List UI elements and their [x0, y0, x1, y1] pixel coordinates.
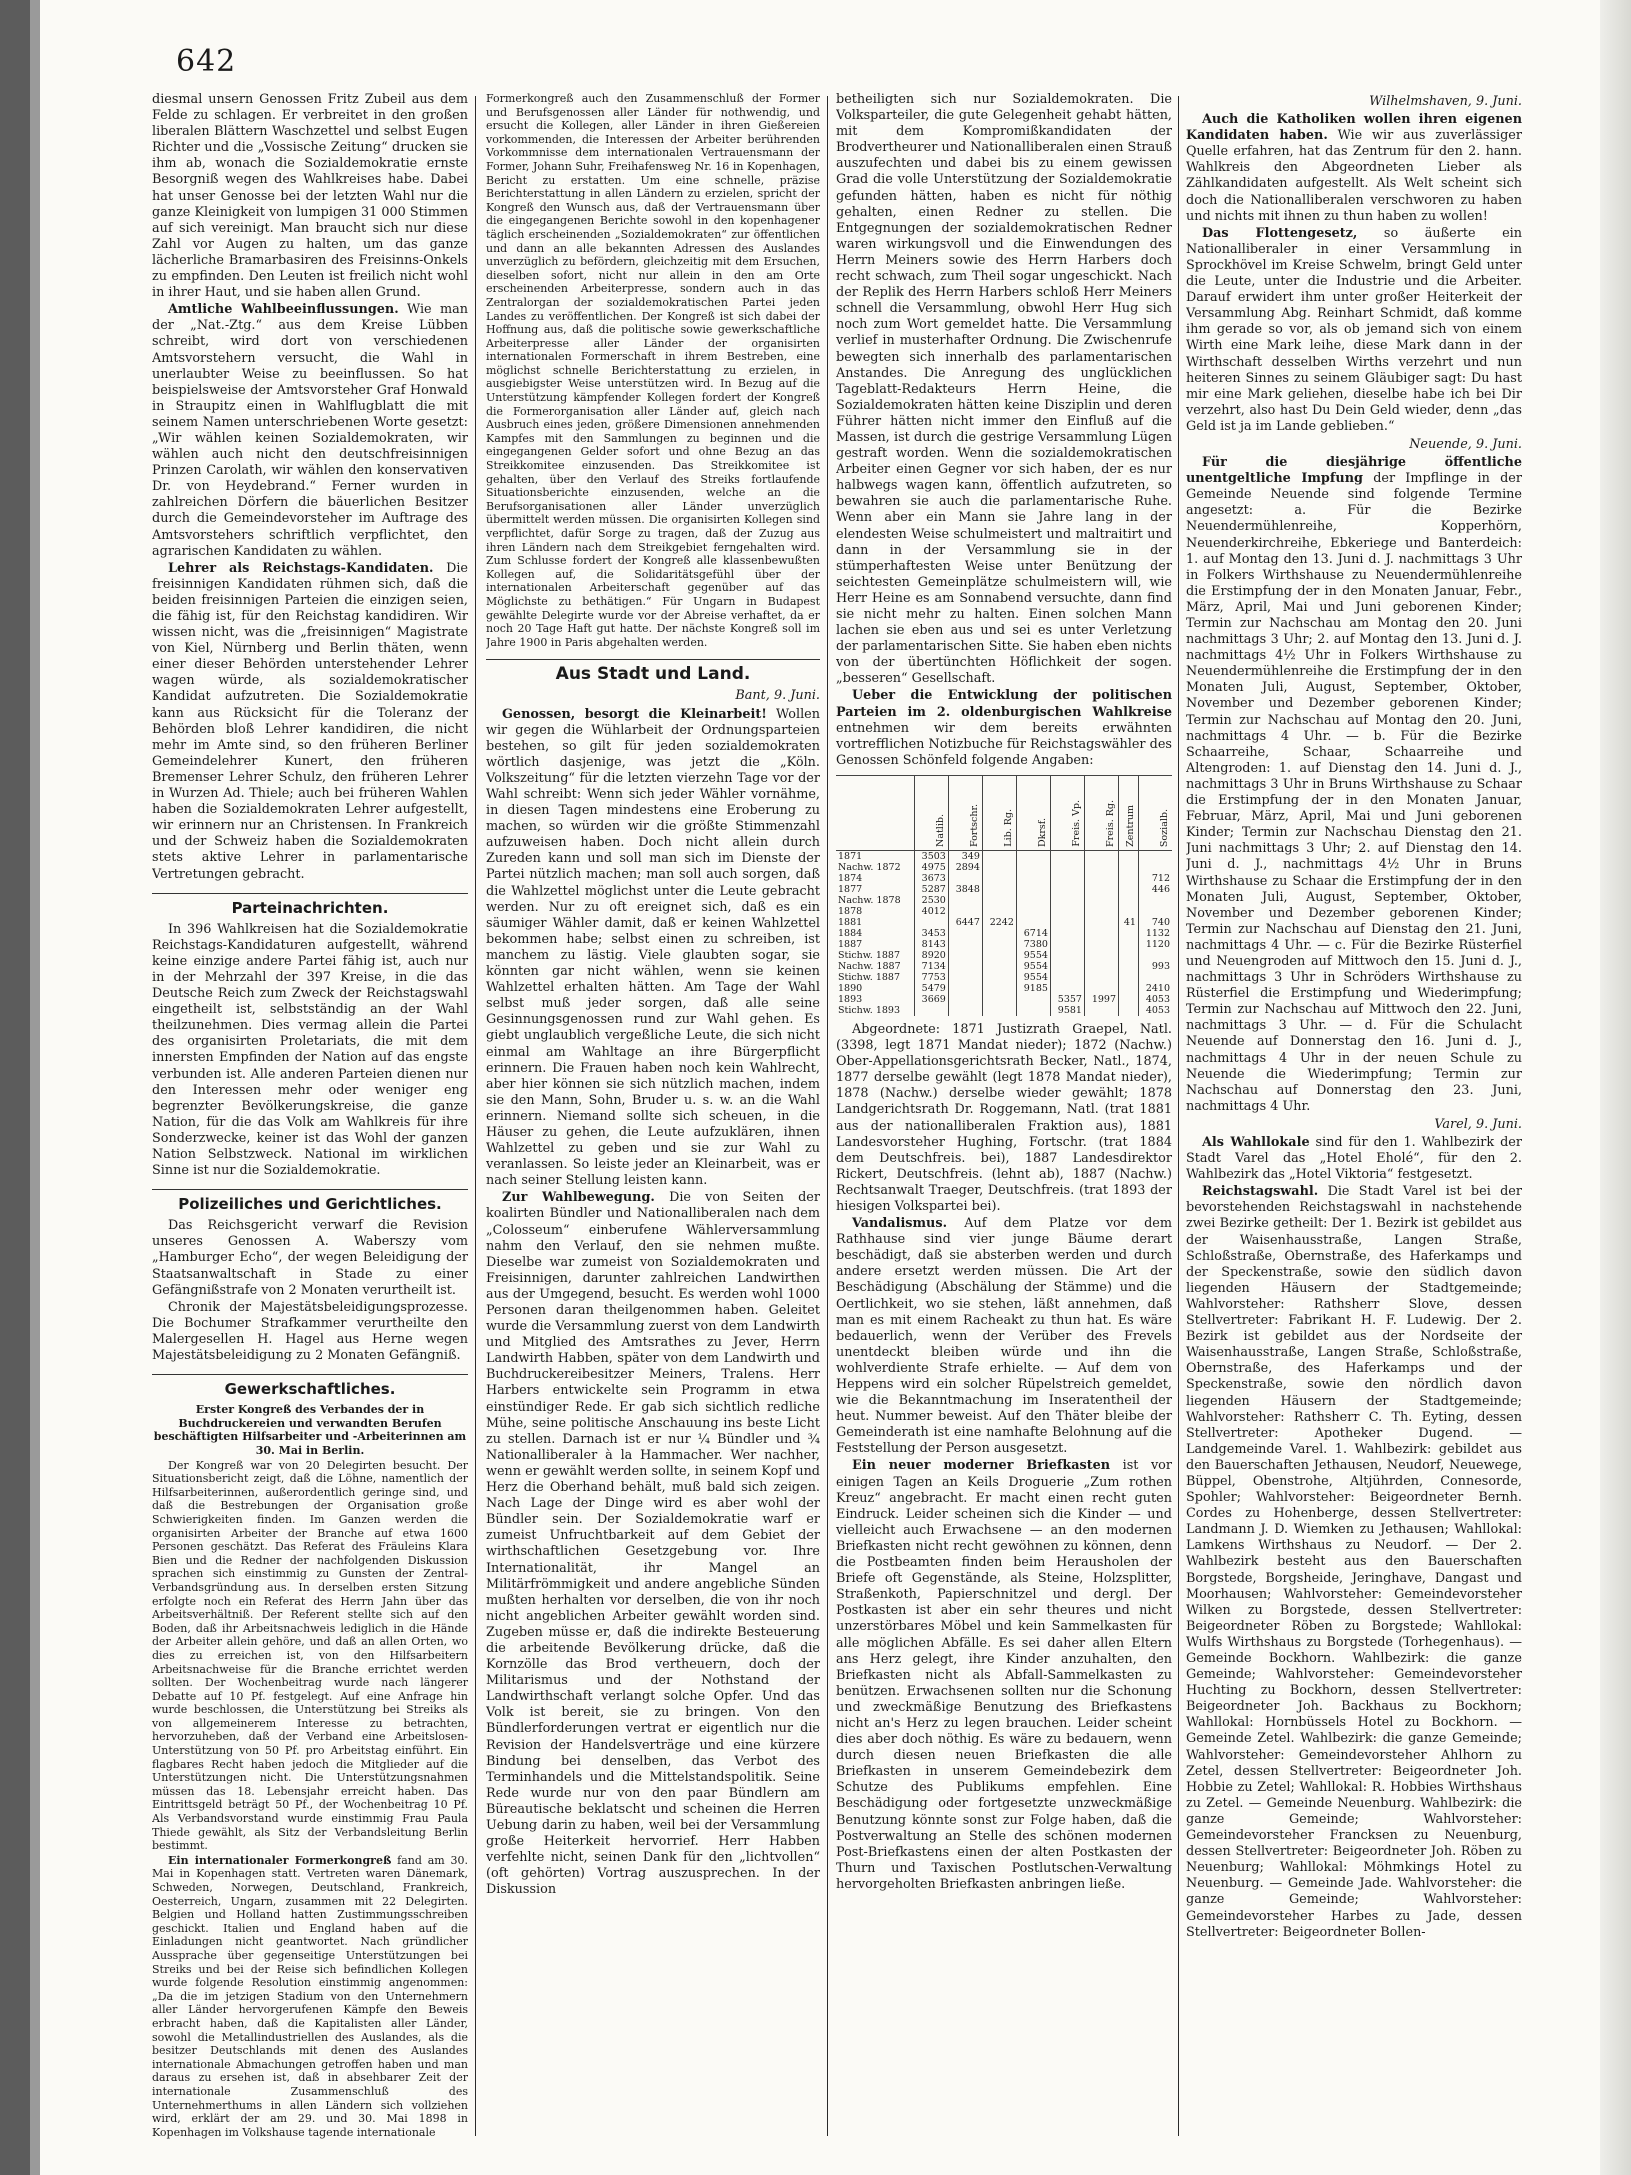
- table-row: [836, 884, 1172, 895]
- table-cell: Nachw. 1887: [838, 960, 901, 972]
- table-cell: [914, 917, 948, 928]
- table-cell: [1138, 950, 1172, 961]
- table-cell: 1874: [838, 872, 863, 884]
- table-cell: [1084, 906, 1118, 917]
- table-cell: [1119, 994, 1139, 1005]
- article: Als Wahllokale sind für den 1. Wahlbezirk der Stadt Varel das „Hotel Eholé“, für den 2. Wahlbezirk das „Hotel Viktoria“ festgesetzt.: [1186, 1135, 1522, 1183]
- table-cell: [948, 972, 982, 983]
- dateline: Bant, 9. Juni.: [735, 688, 820, 704]
- table-cell: 1878: [838, 905, 863, 917]
- article: Vandalismus. Auf dem Platze vor dem Rathhause sind vier junge Bäume derart beschädigt, daß sie absterben werden und durch andere ersetzt werden müssen. Die Art der Beschädigung (Abschälung der Stämme) und die Oertlichkeit, wo sie stehen, läßt annehmen, daß man es mit einem Racheakt zu thun hat. Es wäre bedauerlich, wenn der Verüber des Frevels unentdeckt bleiben würde und ihn die wohlverdiente Strafe erhielte. — Auf dem von Heppens wird ein solcher Rüpelstreich gemeldet, wie die Bekanntmachung im Inseratentheil der heut. Nummer beweist. Auf den Thäter bleibe der Gemeinderath ist eine namhafte Belohnung auf die Feststellung der Person ausgesetzt.: [836, 1216, 1172, 1457]
- table-cell: [982, 983, 1016, 994]
- article: Abgeordnete: 1871 Justizrath Graepel, Natl. (3398, legt 1871 Mandat nieder); 1872 (Nachw.) Ober-Appellationsgerichtsrath Becker, Natl., 1874, 1877 derselbe gewählt (legt 1878 Mandat nieder), 1878 (Nachw.) derselbe wieder gewählt; 1878 Landgerichtsrath Dr. Roggemann, Natl. (trat 1881 aus der nationalliberalen Fraktion aus), 1881 Landesvorsteher Hughing, Fortschr. (trat 1884 dem Deutschfreis. bei), 1887 Landesdirektor Rickert, Deutschfreis. (lehnt ab), 1887 (Nachw.) Rechtsanwalt Traeger, Deutschfreis. (trat 1893 der hiesigen Volkspartei bei).: [836, 1021, 1172, 1214]
- table-header-cell: Freis. Vp.: [1050, 775, 1084, 850]
- table-cell: [982, 850, 1016, 862]
- table-cell: [982, 961, 1016, 972]
- article: Genossen, besorgt die Kleinarbeit! Wollen wir gegen die Wühlarbeit der Ordnungsparteien bestehen, so gilt für jeden sozialdemokraten wörtlich dasjenige, was jetzt die „Köln. Volkszeitung“ für die letzten vierzehn Tage vor der Wahl schreibt: Wenn sich jeder Wähler vornähme, in diesen Tagen mindestens eine Eroberung zu machen, so würden wir die größte Stimmenzahl aufzuweisen haben. Doch nicht allein durch Zureden kann und soll man sich im Dienste der Partei nützlich machen; man soll auch sorgen, daß die Wahlzettel möglichst unter die Leute gebracht werden. Nur zu oft ereignet sich, daß es ein säumiger Wähler damit, daß er keinen Wahlzettel bekommen habe; selbst einen zu schreiben, ist manchem zu lästig. Viele glaubten sogar, sie könnten gar nicht wählen, wenn sie keinen Wahlzettel erhalten hätten. Am Tage der Wahl selbst muß jeder sorgen, daß alle seine Gesinnungsgenossen rund zur Wahl gehen. Es giebt unglaublich vergeßliche Leute, die sich nicht einmal am Wahltage an ihre Bürgerpflicht erinnern. Die Frauen haben noch kein Wahlrecht, aber hier können sie sich nützlich machen, indem sie den Mann, Sohn, Bruder u. s. w. an die Wahl erinnern. Niemand sollte sich scheuen, in die Häuser zu gehen, die Leute aufzuklären, ihnen Wahlzettel zu geben und sie zur Wahl zu veranlassen. So leiste jeder an Kleinarbeit, was er nach seiner Stellung leisten kann.: [486, 706, 820, 1189]
- article: Ueber die Entwicklung der politischen Parteien im 2. oldenburgischen Wahlkreise entnehmen wir dem bereits erwähnten vortrefflichen Notizbuche für Reichstagswähler des Genossen Schönfeld folgende Angaben:: [836, 688, 1172, 768]
- table-row: [836, 862, 1172, 873]
- article-lead: Lehrer als Reichstags-Kandidaten.: [168, 560, 434, 576]
- table-row: [836, 939, 1172, 950]
- table-cell: 7380: [1016, 939, 1050, 950]
- table-cell: [948, 950, 982, 961]
- column-4: [1186, 92, 1522, 2152]
- table-cell: [1119, 895, 1139, 906]
- table-cell: 1132: [1138, 928, 1172, 939]
- table-cell: [1016, 884, 1050, 895]
- table-cell: 2894: [948, 862, 982, 873]
- table-cell: [1050, 983, 1084, 994]
- table-row: [836, 994, 1172, 1005]
- table-cell: 5287: [914, 884, 948, 895]
- table-cell: 993: [1138, 961, 1172, 972]
- table-cell: [1119, 862, 1139, 873]
- article-lead: Für die diesjährige öffentliche unentgeltliche Impfung: [1186, 455, 1522, 487]
- table-cell: [1138, 906, 1172, 917]
- section-heading: Gewerkschaftliches.: [152, 1374, 468, 1397]
- table-row: [836, 850, 1172, 862]
- table-cell: 2242: [982, 917, 1016, 928]
- table-cell: 3503: [914, 850, 948, 862]
- page-number: 642: [176, 44, 237, 79]
- table-cell: 2530: [914, 895, 948, 906]
- table-cell: [1084, 895, 1118, 906]
- table-cell: 446: [1138, 884, 1172, 895]
- table-cell: [982, 972, 1016, 983]
- table-cell: [1016, 1005, 1050, 1016]
- article-continuation: Formerkongreß auch den Zusammenschluß der Former und Berufsgenossen aller Länder für nothwendig, und ersucht die Kollegen, aller Länder in ihren Gießereien vorkommenden, die Interessen der Arbeiter berührenden Vorkommnisse dem internationalen Vertrauensmann der Former, Johann Suhr, Freihafensweg Nr. 16 in Kopenhagen, Bericht zu erstatten. Um eine schnelle, präzise Berichterstattung in allen Ländern zu erzielen, spricht der Kongreß den Wunsch aus, daß der Vertrauensmann über die eingegangenen Berichte sowohl in den kopenhagener täglich erscheinenden „Sozialdemokraten“ zur öffentlichen und dann an alle bekannten Adressen des Auslandes unverzüglich zu befördern, gleichzeitig mit dem Ersuchen, dieselben sofort, nicht nur allein in den am Orte erscheinenden Arbeiterpresse, sondern auch in das Zentralorgan der sozialdemokratischen Partei jeden Landes zu veröffentlichen. Der Kongreß ist sich dabei der Hoffnung aus, daß die politische sowie gewerkschaftliche Arbeiterpresse aller Länder der organisirten internationalen Formerschaft in ihrem Bestreben, eine möglichst schnelle Berichterstattung zu erzielen, in ausgiebigster Weise unterstützen wird. In Bezug auf die Unterstützung kämpfender Kollegen fordert der Kongreß die Formerorganisation aller Länder auf, gleich nach Ausbruch eines jeden, größere Dimensionen annehmenden Kampfes mit den Sammlungen zu beginnen und die eingegangenen Gelder sofort und ohne Bezug an das Streikkomitee einzusenden. Das Streikkomitee ist gehalten, über den Verlauf des Streiks fortlaufende Situationsberichte einzusenden, welche an die Berufsorganisationen aller Länder unverzüglich übermittelt werden müssen. Die organisirten Kollegen sind verpflichtet, dafür Sorge zu tragen, daß der Zuzug aus ihren Ländern nach dem Streikgebiet ferngehalten wird. Zum Schlusse fordert der Kongreß alle klassenbewußten Kollegen auf, die Solidaritätsgefühl über der internationalen Arbeiterschaft gegenüber auf das Möglichste zu bethätigen.“ Für Ungarn in Budapest gewählte Delegirte wurde vor der Abreise verhaftet, da er noch 20 Tage Haft gut hatte. Der nächste Kongreß soll im Jahre 1900 in Paris abgehalten werden.: [486, 92, 820, 649]
- table-cell: 1871: [838, 850, 863, 862]
- column-1: [152, 92, 468, 2152]
- table-cell: [1050, 917, 1084, 928]
- table-cell: Nachw. 1872: [838, 861, 901, 873]
- table-cell: [1050, 884, 1084, 895]
- table-cell: [1050, 950, 1084, 961]
- table-row: [836, 873, 1172, 884]
- article: Der Kongreß war von 20 Delegirten besucht. Der Situationsbericht zeigt, daß die Löhne, namentlich der Hilfsarbeiterinnen, außerordentlich geringe sind, und daß die Bestrebungen der Organisation große Schwierigkeiten finden. Im Ganzen werden die organisirten Arbeiter der Branche auf etwa 1600 Personen geschätzt. Das Referat des Fräuleins Klara Bien und die Redner der nachfolgenden Diskussion sprachen sich einstimmig zu Gunsten der Zentral-Verbandsgründung aus. In derselben ersten Sitzung erfolgte noch ein Referat des Herrn Jahn über das Arbeitsverhältniß. Der Referent stellte sich auf den Boden, daß ihr Arbeitsnachweis lediglich in die Hände der Arbeiter allein gehöre, und daß an allen Orten, wo dies zu erreichen ist, von den Hilfsarbeitern Arbeitsnachweise für die Branche errichtet werden sollten. Der Wochenbeitrag wurde nach längerer Debatte auf 10 Pf. festgelegt. Auf eine Anfrage hin wurde beschlossen, die Unterstützung bei Streiks als von allgemeinerem Interesse zu betrachten, hervorzuheben, daß der Verband eine Arbeitslosen-Unterstützung von 50 Pf. pro Arbeitstag einführt. Ein flagbares Recht haben jedoch die Mitglieder auf die Unterstützungen nicht. Die Unterstützungsnahmen müssen das 18. Lebensjahr erreicht haben. Das Eintrittsgeld beträgt 50 Pf., der Wochenbeitrag 10 Pf. Als Verbandsvorstand wurde einstimmig Frau Paula Thiede gewählt, als Sitz der Verbandsleitung Berlin bestimmt.: [152, 1458, 468, 1853]
- table-cell: 9554: [1016, 972, 1050, 983]
- article-lead: Vandalismus.: [852, 1216, 948, 1232]
- article: Auch die Katholiken wollen ihren eigenen Kandidaten haben. Wie wir aus zuverlässiger Quelle erfahren, hat das Zentrum für den 2. hann. Wahlkreis den Abgeordneten Lieber als Zählkandidaten aufgestellt. Als Welt scheint sich doch die Nationalliberalen verschworen zu haben und nichts mit ihnen zu thun haben zu wollen!: [1186, 112, 1522, 224]
- table-cell: [982, 1005, 1016, 1016]
- table-cell: [1119, 873, 1139, 884]
- scan-binding-shadow: [0, 0, 30, 2175]
- table-cell: [1016, 873, 1050, 884]
- table-cell: [982, 895, 1016, 906]
- article: In 396 Wahlkreisen hat die Sozialdemokratie Reichstags-Kandidaturen aufgestellt, während keine einzige andere Partei fähig ist, auch nur in der Mehrzahl der 397 Kreise, in die das Deutsche Reich zum Zweck der Reichstagswahl eingetheilt ist, selbstständig an der Wahl theilzunehmen. Dies vermag allein die Partei des organisirten Proletariats, die mit dem innersten Empfinden der Nation auf das engste verbunden ist. Alle anderen Parteien dienen nur den Interessen mehr oder weniger eng begrenzter Bevölkerungskreise, die ganze Nation, für die das Volk am Wahlkreis für ihre Sonderzwecke, keiner ist das Wohl der ganzen Nation Selbstzweck. National im wirklichen Sinne ist nur die Sozialdemokratie.: [152, 921, 468, 1179]
- table-cell: [1016, 906, 1050, 917]
- table-cell: [1050, 961, 1084, 972]
- table-cell: [948, 895, 982, 906]
- article-lead: Ueber die Entwicklung der politischen Parteien im 2. oldenburgischen Wahlkreise: [836, 688, 1172, 720]
- table-cell: 9554: [1016, 961, 1050, 972]
- table-cell: [914, 1005, 948, 1016]
- table-cell: [1050, 873, 1084, 884]
- table-cell: 6447: [948, 917, 982, 928]
- article-lead: Amtliche Wahlbeeinflussungen.: [168, 302, 399, 318]
- table-cell: 4053: [1138, 994, 1172, 1005]
- table-cell: [982, 950, 1016, 961]
- table-cell: 4975: [914, 862, 948, 873]
- column-2: [486, 92, 820, 2152]
- table-cell: 7753: [914, 972, 948, 983]
- table-cell: [1050, 928, 1084, 939]
- table-row: [836, 950, 1172, 961]
- article-continuation: betheiligten sich nur Sozialdemokraten. Die Volksparteiler, die gute Gelegenheit gehabt hätten, mit dem Kompromißkandidaten der Brodvertheurer und Nationalliberalen einen Strauß auszufechten und dabei bis zu einem gewissen Grad die volle Unterstützung der Sozialdemokratie gefunden hätten, haben es nicht für nöthig gehalten, einen Redner zu stellen. Die Entgegnungen der sozialdemokratischen Redner waren wirkungsvoll und die Einwendungen des Herrn Meiners sowie des Herrn Harbers doch recht schwach, zum Theil sogar ungeschickt. Nach der Replik des Herrn Harbers schloß Herr Meiners schnell die Versammlung, obwohl Herr Hug sich noch zum Wort gemeldet hatte. Die Versammlung verlief in musterhafter Ordnung. Die Zwischenrufe bewegten sich innerhalb des parlamentarischen Anstandes. Die Anregung des unglücklichen Tageblatt-Redakteurs Herrn Heine, die Sozialdemokraten hätten keine Disziplin und deren Führer hätten nicht immer den Einfluß auf die Massen, ist durch die gestrige Versammlung Lügen gestraft worden. Wenn die sozialdemokratischen Arbeiter einen Gegner vor sich haben, der es nur halbwegs wagen kann, öffentlich aufzutreten, so bewahren sie auch die parlamentarische Ruhe. Wenn aber ein Mann sie Jahre lang in der elendesten Weise schulmeistert und maltraitirt und dann in der Versammlung sie in der stümperhaftesten Weise unter Benützung der seichtesten Gemeinplätze schulmeistern will, wie Herr Heine es am Sonnabend versuchte, dann find sie nicht mehr zu halten. Einen solchen Mann lachen sie eben aus und sei es unter Verletzung der parlamentarischen Sitte. Sie haben eben nichts von der übertünchten Höflichkeit der sogen. „besseren“ Gesellschaft.: [836, 92, 1172, 687]
- small-print-block: [486, 92, 820, 649]
- article-lead: Als Wahllokale: [1202, 1135, 1310, 1150]
- article: Reichstagswahl. Die Stadt Varel ist bei der bevorstehenden Reichstagswahl in nachstehende zwei Bezirke getheilt: Der 1. Bezirk ist gebildet aus der Waisenhausstraße, Langen Straße, Schloßstraße, Obernstraße, des Haferkamps und der Speckenstraße, sowie den südlich davon liegenden Häusern der Stadtgemeinde; Wahlvorsteher: Rathsherr Slove, dessen Stellvertreter: Fabrikant H. F. Ludewig. Der 2. Bezirk ist gebildet aus der Nordseite der Waisenhausstraße, Langen Straße, Schloßstraße, Obernstraße, des Haferkamps und der Speckenstraße, sowie den nördlich davon liegenden Häusern der Stadtgemeinde; Wahlvorsteher: Rathsherr C. Th. Eyting, dessen Stellvertreter: Apotheker Dugend. — Landgemeinde Varel. 1. Wahlbezirk: gebildet aus den Bauerschaften Jethausen, Neudorf, Neuewege, Büppel, Obenstrohe, Altjührden, Connesorde, Spohler; Wahlvorsteher: Beigeordneter Bernh. Cordes zu Hohenberge, dessen Stellvertreter: Landmann J. D. Wiemken zu Jethausen; Wahllokal: Lamkens Wirthshaus zu Neudorf. — Der 2. Wahlbezirk besteht aus den Bauerschaften Borgstede, Borgsheide, Jeringhave, Dangast und Moorhausen; Wahlvorsteher: Gemeindevorsteher Wilken zu Borgstede, dessen Stellvertreter: Beigeordneter Röben zu Borgstede; Wahllokal: Wulfs Wirthshaus zu Borgstede (Torhegenhaus). — Gemeinde Bockhorn. Wahlbezirk: die ganze Gemeinde; Wahlvorsteher: Gemeindevorsteher Huchting zu Bockhorn, dessen Stellvertreter: Beigeordneter Joh. Backhaus zu Bockhorn; Wahllokal: Hornbüssels Hotel zu Bockhorn. — Gemeinde Zetel. Wahlbezirk: die ganze Gemeinde; Wahlvorsteher: Gemeindevorsteher Ahlhorn zu Zetel, dessen Stellvertreter: Beigeordneter Joh. Hobbie zu Zetel; Wahllokal: R. Hobbies Wirthshaus zu Zetel. — Gemeinde Neuenburg. Wahlbezirk: die ganze Gemeinde; Wahlvorsteher: Gemeindevorsteher Francksen zu Neuenburg, dessen Stellvertreter: Beigeordneter Joh. Röben zu Neuenburg; Wahllokal: Möhmkings Hotel zu Neuenburg. — Gemeinde Jade. Wahlvorsteher: die ganze Gemeinde; Wahlvorsteher: Gemeindevorsteher Harbes zu Jade, dessen Stellvertreter: Beigeordneter Bollen-: [1186, 1184, 1522, 1940]
- table-cell: [1050, 939, 1084, 950]
- table-cell: 9185: [1016, 983, 1050, 994]
- table-cell: 2410: [1138, 983, 1172, 994]
- table-cell: 740: [1138, 917, 1172, 928]
- table-cell: [1084, 850, 1118, 862]
- dateline: Varel, 9. Juni.: [1434, 1116, 1522, 1132]
- table-cell: [982, 928, 1016, 939]
- table-cell: [1119, 939, 1139, 950]
- table-cell: [948, 928, 982, 939]
- table-cell: [948, 906, 982, 917]
- table-cell: [1084, 939, 1118, 950]
- table-cell: 1884: [838, 927, 863, 939]
- table-cell: [1084, 950, 1118, 961]
- table-cell: Nachw. 1878: [838, 894, 901, 906]
- table-cell: Stichw. 1887: [838, 971, 901, 983]
- election-results-table: [836, 775, 1172, 1016]
- section-heading: Parteinachrichten.: [152, 893, 468, 916]
- table-cell: [1050, 906, 1084, 917]
- table-cell: [982, 862, 1016, 873]
- table-cell: [948, 983, 982, 994]
- table-cell: [1119, 972, 1139, 983]
- table-cell: [1084, 928, 1118, 939]
- table-cell: 4012: [914, 906, 948, 917]
- table-cell: 41: [1119, 917, 1139, 928]
- table-cell: 3453: [914, 928, 948, 939]
- table-row: [836, 972, 1172, 983]
- article: Ein internationaler Formerkongreß fand am 30. Mai in Kopenhagen statt. Vertreten waren Dänemark, Schweden, Norwegen, Deutschland, Frankreich, Oesterreich, Ungarn, zusammen mit 22 Delegirten. Belgien und Holland hatten Zustimmungsschreiben geschickt. Italien und England haben auf die Einladungen nicht geantwortet. Nach gründlicher Aussprache über gegenseitige Unterstützungen bei Streiks und bei der Reise sich befindlichen Kollegen wurde folgende Resolution einstimmig angenommen: „Da die im jetzigen Stadium von den Unternehmern aller Länder hervorgerufenen Kämpfe den Beweis erbracht haben, daß die Kapitalisten aller Länder, sowohl die Metallindustriellen des Auslandes, als die besitzer Deutschlands mit denen des Auslandes internationale Abmachungen getroffen haben und man daraus zu ersehen ist, daß in absehbarer Zeit der internationale Zusammenschluß des Unternehmerthums in allen Ländern sich vollziehen wird, erklärt der am 29. und 30. Mai 1898 in Kopenhagen im Volkshause tagende internationale: [152, 1853, 468, 2139]
- table-cell: 1890: [838, 982, 863, 994]
- table-cell: [1016, 862, 1050, 873]
- column-rule: [1178, 96, 1179, 2136]
- table-cell: [1084, 1005, 1118, 1016]
- small-print-block: [152, 1403, 468, 2139]
- table-row: [836, 1005, 1172, 1016]
- table-row: [836, 906, 1172, 917]
- table-cell: [1050, 850, 1084, 862]
- table-row: [836, 917, 1172, 928]
- table-cell: [948, 939, 982, 950]
- column-3: [836, 92, 1172, 2152]
- table-cell: [982, 884, 1016, 895]
- table-cell: [948, 961, 982, 972]
- table-cell: 8143: [914, 939, 948, 950]
- table-cell: 9554: [1016, 950, 1050, 961]
- table-cell: [1119, 961, 1139, 972]
- table-cell: 3669: [914, 994, 948, 1005]
- table-cell: 1893: [838, 993, 863, 1005]
- table-cell: [1016, 994, 1050, 1005]
- table-cell: 3673: [914, 873, 948, 884]
- article-lead: Genossen, besorgt die Kleinarbeit!: [502, 706, 767, 722]
- dateline: Wilhelmshaven, 9. Juni.: [1369, 94, 1522, 109]
- table-cell: 1881: [838, 916, 863, 928]
- article: Amtliche Wahlbeeinflussungen. Wie man der „Nat.-Ztg.“ aus dem Kreise Lübben schreibt, wird dort von verschiedenen Amtsvorstehern versucht, die Wahl in unerlaubter Weise zu beeinflussen. So hat beispielsweise der Amtsvorsteher Graf Honwald in Straupitz einen in Wahlflugblatt die mit seinem Namen unterschriebenen Worte gesetzt: „Wir wählen keinen Sozialdemokraten, wir wählen auch nicht den deutschfreisinnigen Prinzen Carolath, wir wählen den konservativen Dr. von Heydebrand.“ Ferner wurden in zahlreichen Dörfern die bäuerlichen Besitzer durch die Gemeindevorsteher im Auftrage des Amtsvorstehers schriftlich verpflichtet, den agrarischen Kandidaten zu wählen.: [152, 302, 468, 559]
- article: Das Reichsgericht verwarf die Revision unseres Genossen A. Waberszy vom „Hamburger Echo“, der wegen Beleidigung der Staatsanwaltschaft in Stade zu einer Gefängnißstrafe von 2 Monaten verurtheilt ist.: [152, 1218, 468, 1298]
- table-cell: [982, 939, 1016, 950]
- table-cell: 1877: [838, 883, 863, 895]
- column-rule: [475, 96, 476, 2136]
- table-row: [836, 961, 1172, 972]
- table-cell: 9581: [1050, 1005, 1084, 1016]
- table-cell: [1138, 972, 1172, 983]
- table-cell: [1016, 917, 1050, 928]
- table-header-cell: [836, 775, 914, 850]
- table-cell: [1119, 850, 1139, 862]
- table-row: [836, 928, 1172, 939]
- table-cell: [1016, 850, 1050, 862]
- table-cell: [1119, 983, 1139, 994]
- table-cell: 4053: [1138, 1005, 1172, 1016]
- table-cell: [1050, 862, 1084, 873]
- table-cell: 349: [948, 850, 982, 862]
- table-cell: 5357: [1050, 994, 1084, 1005]
- article: Chronik der Majestätsbeleidigungsprozesse. Die Bochumer Strafkammer verurtheilte den Malergesellen H. Hagel aus Herne wegen Majestätsbeleidigung zu 2 Monaten Gefängniß.: [152, 1299, 468, 1364]
- table-cell: [1084, 862, 1118, 873]
- table-cell: [1050, 895, 1084, 906]
- table-cell: Stichw. 1893: [838, 1004, 901, 1016]
- table-cell: [982, 873, 1016, 884]
- table-header-cell: Sozialb.: [1138, 775, 1172, 850]
- article: Das Flottengesetz, so äußerte ein Nationalliberaler in einer Versammlung in Sprockhövel im Kreise Schwelm, bringt Geld unter die Leute, unter die Industrie und die Arbeiter. Darauf erwidert ihm unter großer Heiterkeit der Versammlung Abg. Reinhart Schmidt, daß komme ihm gerade so vor, als ob jemand sich von einem Wirth eine Mark leihe, diese Mark dann in der Wirthschaft desselben Wirths verzehrt und nun heiteren Sinnes zu seinem Gläubiger sagt: Du hast mir eine Mark geliehen, dieselbe habe ich bei Dir verzehrt, also hast Du Dein Geld wieder, denn „das Geld ist ja im Lande geblieben.“: [1186, 225, 1522, 434]
- table-cell: [1084, 884, 1118, 895]
- article-lead: Das Flottengesetz,: [1202, 225, 1358, 241]
- table-cell: [1119, 884, 1139, 895]
- table-header-cell: Freis. Rg.: [1084, 775, 1118, 850]
- table-cell: 1887: [838, 938, 863, 950]
- table-cell: [982, 906, 1016, 917]
- table-header-cell: Zentrum: [1119, 775, 1139, 850]
- table-cell: [1084, 972, 1118, 983]
- table-cell: 1997: [1084, 994, 1118, 1005]
- table-cell: [1084, 983, 1118, 994]
- table-header-cell: Lib. Rg.: [982, 775, 1016, 850]
- table-cell: [948, 994, 982, 1005]
- article-lead: Ein neuer moderner Briefkasten: [852, 1458, 1111, 1474]
- article: Lehrer als Reichstags-Kandidaten. Die freisinnigen Kandidaten rühmen sich, daß die beiden freisinnigen Parteien die einzigen seien, die fähig ist, für den Reichstag kandidiren. Wir wissen nicht, was die „freisinnigen“ Magistrate von Kiel, Nürnberg und Berlin thäten, wenn einer dieser Behörden unterstehender Lehrer wagen würde, als sozialdemokratischer Kandidat aufzutreten. Die Sozialdemokratie kann aus Rücksicht für die Toleranz der Behörden bloß Lehrer kandidiren, die nicht mehr im Amte sind, so den früheren Berliner Gemeindelehrer Kunert, den früheren Bremenser Lehrer Schulz, den früheren Lehrer in Wurzen Ad. Thiele; auch bei früheren Wahlen haben die Sozialdemokraten Lehrer aufgestellt, wir erinnern nur an Christensen. In Frankreich und der Schweiz haben die Sozialdemokraten stets aktive Lehrer in parlamentarische Vertretungen gebracht.: [152, 560, 468, 882]
- article-lead: Ein internationaler Formerkongreß: [168, 1853, 392, 1867]
- table-cell: [948, 873, 982, 884]
- table-cell: [1016, 895, 1050, 906]
- article-continuation: diesmal unsern Genossen Fritz Zubeil aus dem Felde zu schlagen. Er verbreitet in den großen liberalen Blättern Waschzettel und selbst Eugen Richter und die „Vossische Zeitung“ drucken sie ihm ab, wonach die Sozialdemokratie ernste Besorgniß wegen des Wahlkreises habe. Dabei hat unser Genosse bei der letzten Wahl nur die ganze Kleinigkeit von lumpigen 31 000 Stimmen auf sich vereinigt. Man braucht sich nur diese Zahl vor Augen zu halten, um das ganze lächerliche Bramarbasiren des Freisinns-Onkels zu empfinden. Den Leuten ist freilich nicht wohl in ihrer Haut, und sie haben allen Grund.: [152, 92, 468, 301]
- table-header-cell: Natlib.: [914, 775, 948, 850]
- article-lead: Reichstagswahl.: [1202, 1184, 1319, 1200]
- scan-right-edge: [1600, 0, 1631, 2175]
- table-cell: 3848: [948, 884, 982, 895]
- table-cell: 5479: [914, 983, 948, 994]
- table-cell: [1138, 862, 1172, 873]
- table-cell: 8920: [914, 950, 948, 961]
- section-heading: Aus Stadt und Land.: [486, 659, 820, 682]
- article-lead: Erster Kongreß des Verbandes der in Buchdruckereien und verwandten Berufen beschäftigten Hilfsarbeiter und -Arbeiterinnen am 30. Mai in Berlin.: [153, 1403, 467, 1457]
- table-cell: 1120: [1138, 939, 1172, 950]
- table-cell: [1084, 961, 1118, 972]
- article: Ein neuer moderner Briefkasten ist vor einigen Tagen an Keils Droguerie „Zum rothen Kreuz“ angebracht. Er macht einen recht guten Eindruck. Leider scheinen sich die Kinder — und vielleicht auch Erwachsene — an den modernen Briefkasten nicht recht gewöhnen zu können, denn die Postbeamten finden beim Herausholen der Briefe oft Gegenstände, als Steine, Holzsplitter, Straßenkoth, Papierschnitzel und dergl. Der Postkasten ist aber ein sehr theures und nicht unzerstörbares Möbel und kein Sammelkasten für alle möglichen Abfälle. Es sei daher allen Eltern ans Herz gelegt, ihre Kinder anzuhalten, den Briefkasten nicht als Abfall-Sammelkasten zu benützen. Erwachsenen sollten nur die Schonung und zweckmäßige Benutzung des Briefkastens nicht an's Herz zu legen brauchen. Leider scheint dies aber doch nöthig. Es wäre zu bedauern, wenn durch diesen neuen Briefkasten die alle Briefkasten in unserem Gemeindebezirk dem Schutze des Publikums empfehlen. Eine Beschädigung oder fortgesetzte unzweckmäßige Benutzung könnte sonst zur Folge haben, daß die Postverwaltung an Stelle des schönen modernen Post-Briefkastens einen der alten Postkasten der Thurn und Taxischen Postlutschen-Verwaltung hervorgeholten Briefkasten anbringen ließe.: [836, 1458, 1172, 1892]
- table-cell: Stichw. 1887: [838, 949, 901, 961]
- article: Für die diesjährige öffentliche unentgeltliche Impfung der Impflinge in der Gemeinde Neuende sind folgende Termine angesetzt: a. Für die Bezirke Neuendermühlenreihe, Kopperhörn, Neuenderkirchreihe, Ebkeriege und Banterdeich: 1. auf Montag den 13. Juni d. J. nachmittags 3 Uhr in Folkers Wirthshause zu Neuendermühlenreihe die Erstimpfung der in den Monaten Januar, Febr., März, April, Mai und Juni geborenen Kinder; Termin zur Nachschau am Montag den 20. Juni nachmittags 3 Uhr; 2. auf Montag den 13. Juni d. J. nachmittags 4½ Uhr in Folkers Wirthshause zu Neuendermühlenreihe die Erstimpfung der in den Monaten Juli, August, September, Oktober, November und Dezember geborenen Kinder; Termin zur Nachschau auf Montag den 20. Juni, nachmittags 4 Uhr. — b. Für die Bezirke Schaarreihe, Schaar, Schaarreihe und Altengroden: 1. auf Dienstag den 14. Juni d. J., nachmittags 3 Uhr in Bruns Wirthshause zu Schaar die Erstimpfung der in den Monaten Januar, Februar, März, April, Mai und Juni geborenen Kinder; Termin zur Nachschau Dienstag den 21. Juni nachmittags 3 Uhr; 2. auf Dienstag den 14. Juni d. J., nachmittags 4½ Uhr in Bruns Wirthshause zu Schaar die Erstimpfung der in den Monaten Juli, August, September, Oktober, November und Dezember geborenen Kinder; Termin zur Nachschau auf Dienstag den 21. Juni, nachmittags 4 Uhr. — c. Für die Bezirke Rüsterfiel und Neuengroden auf Mittwoch den 15. Juni d. J., nachmittags 3 Uhr in Schröders Wirthshause zu Rüsterfiel die Erstimpfung und Wiederimpfung; Termin zur Nachschau auf Mittwoch den 22. Juni, nachmittags 3 Uhr. — d. Für die Schulacht Neuende auf Donnerstag den 16. Juni d. J., nachmittags 4 Uhr in der neuen Schule zu Neuende die Wiederimpfung; Termin zur Nachschau auf Donnerstag den 23. Juni, nachmittags 4 Uhr.: [1186, 455, 1522, 1114]
- table-cell: [1138, 850, 1172, 862]
- dateline: Neuende, 9. Juni.: [1409, 436, 1522, 452]
- table-cell: [1119, 1005, 1139, 1016]
- table-cell: [1119, 928, 1139, 939]
- table-cell: [1138, 895, 1172, 906]
- article: Zur Wahlbewegung. Die von Seiten der koalirten Bündler und Nationalliberalen nach dem „Colosseum“ einberufene Wählerversammlung nahm den Verlauf, den sie nehmen mußte. Dieselbe war zumeist von Sozialdemokraten und Freisinnigen, darunter zahlreichen Landwirthen aus der Umgegend, besucht. Es werden wohl 1000 Personen daran theilgenommen haben. Geleitet wurde die Versammlung zuerst von dem Landwirth und Mitglied des Amtsrathes zu Jever, Herrn Landwirth Habben, später von dem Landwirth und Buchdruckereibesitzer Meiners, Tralens. Herr Harbers entwickelte sein Programm in etwa einstündiger Rede. Er gab sich sichtlich redliche Mühe, seine politische Anschauung ins beste Licht zu stellen. Darnach ist er nur ¼ Bündler und ¾ Nationalliberaler à la Hammacher. Wer nachher, wenn er gewählt werden sollte, in seinem Kopf und Herz die Oberhand behält, muß bald sich zeigen. Nach Lage der Dinge wird es aber wohl der Bündler sein. Der Sozialdemokratie warf er zumeist Unfruchtbarkeit auf dem Gebiet der wirthschaftlichen Gesetzgebung vor. Ihre Internationalität, ihr Mangel an Militärfrömmigkeit und andere angebliche Sünden mußten herhalten vor derselben, die von ihr noch nicht angeblichen Arbeiter gewählt worden sind. Zugeben müsse er, daß die indirekte Besteuerung die arbeitende Bevölkerung drücke, daß die Kornzölle das Brod vertheuern, doch der Militarismus und der Nothstand der Landwirthschaft verlangt solche Opfer. Und das Volk ist bereit, sie zu bringen. Von den Bündlerforderungen vertrat er eigentlich nur die Revision der Handelsverträge und eine kürzere Bindung bei denselben, das Verbot des Terminhandels und die Mittelstandspolitik. Seine Rede wurde nur von den paar Bündlern am Büreautische beklatscht und scheinen die Herren Uebung darin zu haben, weil bei der Versammlung große Heiterkeit hervorrief. Herr Habben verfehlte nicht, seinen Dank für den „lichtvollen“ (oft gehörten) Vortrag auszusprechen. In der Diskussion: [486, 1190, 820, 1898]
- table-cell: [1119, 906, 1139, 917]
- article-lead: Zur Wahlbewegung.: [502, 1190, 655, 1206]
- scan-binding-edge: [30, 0, 40, 2175]
- table-row: [836, 983, 1172, 994]
- table-cell: [948, 1005, 982, 1016]
- table-header-cell: Fortschr.: [948, 775, 982, 850]
- table-cell: [982, 994, 1016, 1005]
- table-row: [836, 895, 1172, 906]
- table-header-cell: Dkrsf.: [1016, 775, 1050, 850]
- table-cell: [1119, 950, 1139, 961]
- table-cell: [1084, 917, 1118, 928]
- column-rule: [827, 96, 828, 2136]
- table-cell: 712: [1138, 873, 1172, 884]
- article-lead: Auch die Katholiken wollen ihren eigenen Kandidaten haben.: [1186, 112, 1522, 144]
- table-cell: [1084, 873, 1118, 884]
- table-cell: 7134: [914, 961, 948, 972]
- table-cell: [1050, 972, 1084, 983]
- table-cell: 6714: [1016, 928, 1050, 939]
- section-heading: Polizeiliches und Gerichtliches.: [152, 1189, 468, 1212]
